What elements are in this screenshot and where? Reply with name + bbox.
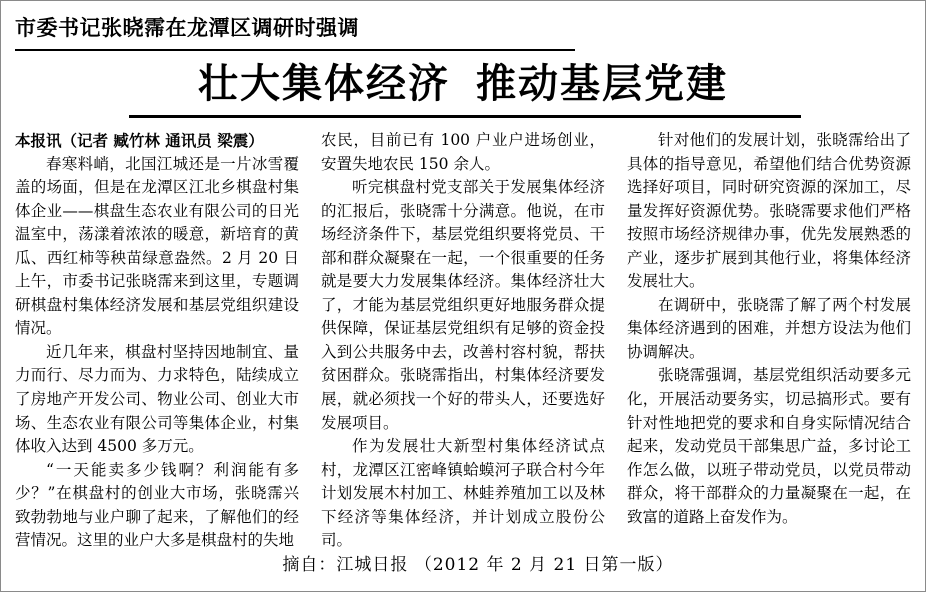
paragraph: 春寒料峭，北国江城还是一片冰雪覆盖的场面，但是在龙潭区江北乡棋盘村集体企业——棋盘生态农业有限公司的日光温室中，荡漾着浓浓的暖意，新培育的黄瓜、西红柿等秧苗绿意盎然。2 月 20 日上午，市委书记张晓霈来到这里，专题调研棋盘村集体经济发展和基层党组织建设情况。	[15, 154, 299, 338]
column-1	[15, 129, 299, 550]
source-text: 摘自：江城日报 （2012 年 2 月 21 日第一版）	[282, 555, 674, 575]
column-3	[627, 129, 911, 529]
article-body	[15, 129, 911, 550]
headline-part-1: 壮大集体经济	[198, 60, 450, 107]
paragraph: 在调研中，张晓霈了解了两个村发展集体经济遇到的困难，并想方设法为他们协调解决。	[627, 295, 911, 361]
headline-part-2: 推动基层党建	[476, 60, 728, 107]
page-title	[1, 59, 925, 109]
paragraph: 作为发展壮大新型村集体经济试点村，龙潭区江密峰镇蛤蟆河子联合村今年计划发展木村加工、林蛙养殖加工以及林下经济等集体经济，并计划成立股份公司。	[321, 437, 605, 550]
paragraph: 张晓霈强调，基层党组织活动要多元化，开展活动要务实，切忌搞形式。要有针对性地把党的要求和自身实际情况结合起来，发动党员干部集思广益，多讨论工作怎么做，以班子带动党员，以党员带动群众，将干部群众的力量凝聚在一起，在致富的道路上奋发作为。	[627, 366, 911, 526]
paragraph: “一天能卖多少钱啊？利润能有多少？”在棋盘村的创业大市场，张晓霈兴致勃勃地与业户聊了起来，了解他们的经营情况。这里的业户大多是棋盘村的失地	[15, 460, 299, 550]
paragraph: 近几年来，棋盘村坚持因地制宜、量力而行、尽力而为、力求特色，陆续成立了房地产开发公司、物业公司、创业大市场、生态农业有限公司等集体企业，村集体收入达到 4500 多万元。	[15, 342, 299, 456]
headline-underline	[129, 115, 801, 118]
kicker-headline: 市委书记张晓霈在龙潭区调研时强调	[15, 15, 359, 40]
source-attribution	[1, 550, 925, 575]
column-2	[321, 129, 605, 550]
byline: 本报讯（记者 臧竹林 通讯员 梁震）	[15, 131, 264, 150]
paragraph: 针对他们的发展计划，张晓霈给出了具体的指导意见，希望他们结合优势资源选择好项目，同时研究资源的深加工，尽量发挥好资源优势。张晓霈要求他们严格按照市场经济规律办事，优先发展熟悉的产业，逐步扩展到其他行业，将集体经济发展壮大。	[627, 131, 911, 291]
kicker-underline	[15, 49, 575, 51]
paragraph: 农民，目前已有 100 户业户进场创业，安置失地农民 150 余人。	[321, 131, 605, 173]
paragraph: 听完棋盘村党支部关于发展集体经济的汇报后，张晓霈十分满意。他说，在市场经济条件下，基层党组织要将党员、干部和群众凝聚在一起，一个很重要的任务就是要大力发展集体经济。集体经济壮大了，才能为基层党组织更好地服务群众提供保障，保证基层党组织有足够的资金投入到公共服务中去，改善村容村貌，帮扶贫困群众。张晓霈指出，村集体经济要发展，就必须找一个好的带头人，还要选好发展项目。	[321, 178, 605, 432]
